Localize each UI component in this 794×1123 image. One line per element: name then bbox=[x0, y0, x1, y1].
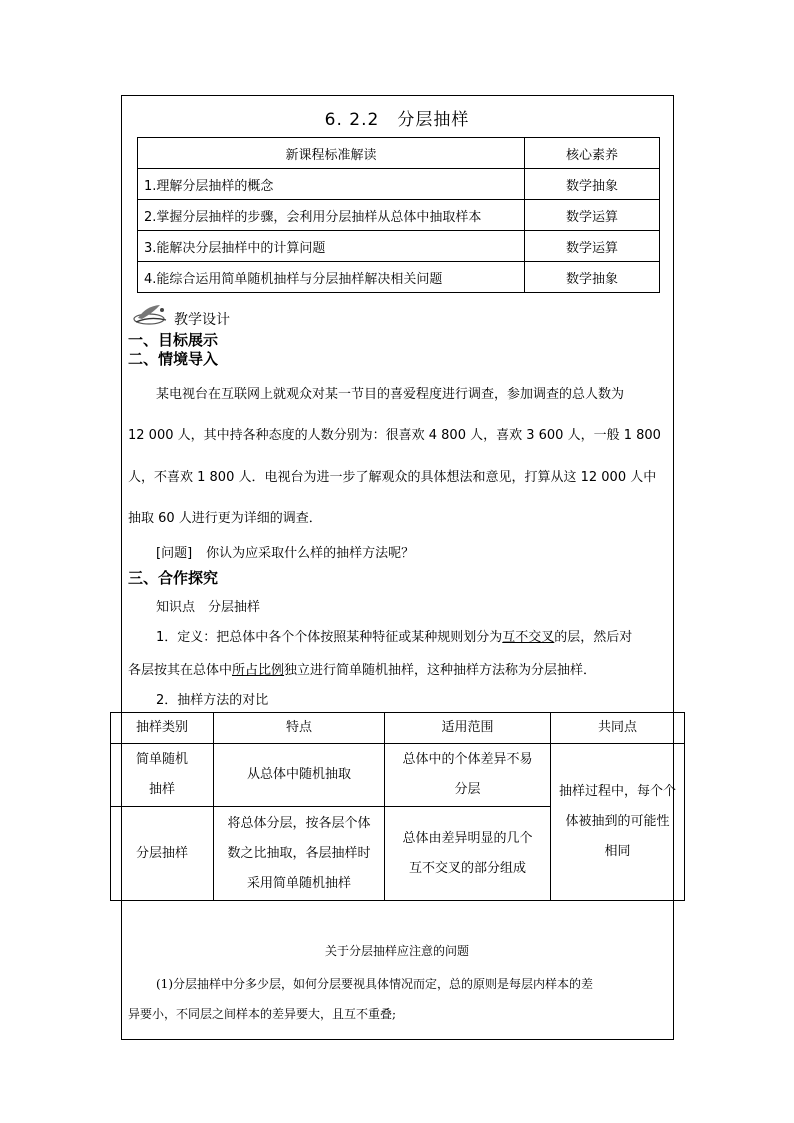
notes-line: 异要小，不同层之间样本的差异要大，且互不重叠; bbox=[128, 1007, 397, 1021]
notes-line: (1)分层抽样中分多少层，如何分层要视具体情况而定，总的原则是每层内样本的差 bbox=[156, 977, 594, 991]
definition-text: 1．定义：把总体中各个个体按照某种特征或某种规则划分为 bbox=[156, 630, 503, 645]
feature-cell: 从总体中随机抽取 bbox=[214, 744, 385, 807]
type-cell: 分层抽样 bbox=[111, 807, 214, 901]
definition-line-2 bbox=[128, 659, 596, 678]
header-scope: 适用范围 bbox=[385, 713, 551, 744]
page-title: 6. 2.2 分层抽样 bbox=[324, 110, 470, 130]
underlined-term: 互不交叉 bbox=[502, 630, 555, 645]
header-common: 共同点 bbox=[551, 713, 685, 744]
table-header-row bbox=[111, 713, 685, 744]
objective-text: 4.能综合运用简单随机抽样与分层抽样解决相关问题 bbox=[138, 262, 525, 293]
cell-line: 将总体分层，按各层个体 bbox=[227, 815, 371, 831]
header-feature: 特点 bbox=[214, 713, 385, 744]
objective-literacy: 数学运算 bbox=[525, 200, 660, 231]
question-text: 你认为应采取什么样的抽样方法呢？ bbox=[206, 546, 415, 561]
question-line bbox=[156, 542, 414, 561]
objective-literacy: 数学运算 bbox=[525, 231, 660, 262]
cell-line: 总体中的个体差异不易 bbox=[402, 752, 533, 767]
cell-line: 分层 bbox=[454, 782, 481, 797]
common-cell bbox=[551, 744, 685, 901]
table-header-row bbox=[138, 138, 660, 169]
type-cell bbox=[111, 744, 214, 807]
intro-line: 抽取 60 人进行更为详细的调查． bbox=[128, 511, 322, 526]
objective-text: 1.理解分层抽样的概念 bbox=[138, 169, 525, 200]
definition-text: 的层，然后对 bbox=[554, 630, 633, 645]
intro-line: 12 000 人，其中持各种态度的人数分别为：很喜欢 4 800 人，喜欢 3 600 人，一般 1 800 bbox=[128, 428, 661, 443]
table-row bbox=[111, 744, 685, 807]
table-row bbox=[138, 200, 660, 231]
knowledge-point: 知识点 分层抽样 bbox=[156, 600, 261, 615]
table-row bbox=[138, 169, 660, 200]
feature-cell bbox=[214, 807, 385, 901]
cell-line: 简单随机 bbox=[135, 752, 188, 767]
comparison-table bbox=[110, 712, 685, 901]
section-explore-heading: 三、合作探究 bbox=[128, 569, 219, 587]
intro-line: 某电视台在互联网上就观众对某一节目的喜爱程度进行调查，参加调查的总人数为 bbox=[156, 387, 625, 402]
objective-literacy: 数学抽象 bbox=[525, 262, 660, 293]
header-literacy: 核心素养 bbox=[525, 138, 660, 169]
cell-line: 总体由差异明显的几个 bbox=[402, 830, 533, 846]
underlined-term: 所占比例 bbox=[232, 663, 285, 678]
definition-text: 各层按其在总体中 bbox=[128, 663, 233, 678]
definition-line-1 bbox=[156, 626, 632, 645]
cell-line: 抽样过程中，每个个 bbox=[558, 784, 676, 799]
cell-line: 体被抽到的可能性 bbox=[565, 814, 670, 829]
section-goal-heading: 一、目标展示 bbox=[128, 331, 219, 349]
teaching-design-label: 教学设计 bbox=[174, 312, 230, 328]
cell-line: 数之比抽取，各层抽样时 bbox=[227, 845, 371, 861]
objective-text: 3.能解决分层抽样中的计算问题 bbox=[138, 231, 525, 262]
question-tag: [问题] bbox=[156, 546, 193, 561]
cell-line: 互不交叉的部分组成 bbox=[408, 860, 526, 876]
notes-title: 关于分层抽样应注意的问题 bbox=[324, 944, 469, 958]
objective-literacy: 数学抽象 bbox=[525, 169, 660, 200]
objectives-table bbox=[137, 137, 660, 293]
definition-text: 独立进行简单随机抽样，这种抽样方法称为分层抽样． bbox=[284, 663, 597, 678]
comparison-title: 2．抽样方法的对比 bbox=[156, 693, 269, 708]
section-intro-heading: 二、情境导入 bbox=[128, 350, 219, 368]
cell-line: 采用简单随机抽样 bbox=[246, 875, 351, 891]
teaching-design-logo-icon bbox=[132, 302, 170, 326]
scope-cell bbox=[385, 807, 551, 901]
objective-text: 2.掌握分层抽样的步骤，会利用分层抽样从总体中抽取样本 bbox=[138, 200, 525, 231]
table-row bbox=[138, 262, 660, 293]
cell-line: 抽样 bbox=[148, 782, 175, 797]
header-standard: 新课程标准解读 bbox=[138, 138, 525, 169]
intro-line: 人，不喜欢 1 800 人．电视台为进一步了解观众的具体想法和意见，打算从这 12 000 人中 bbox=[128, 470, 657, 485]
table-row bbox=[138, 231, 660, 262]
header-type: 抽样类别 bbox=[111, 713, 214, 744]
scope-cell bbox=[385, 744, 551, 807]
cell-line: 相同 bbox=[604, 844, 631, 859]
